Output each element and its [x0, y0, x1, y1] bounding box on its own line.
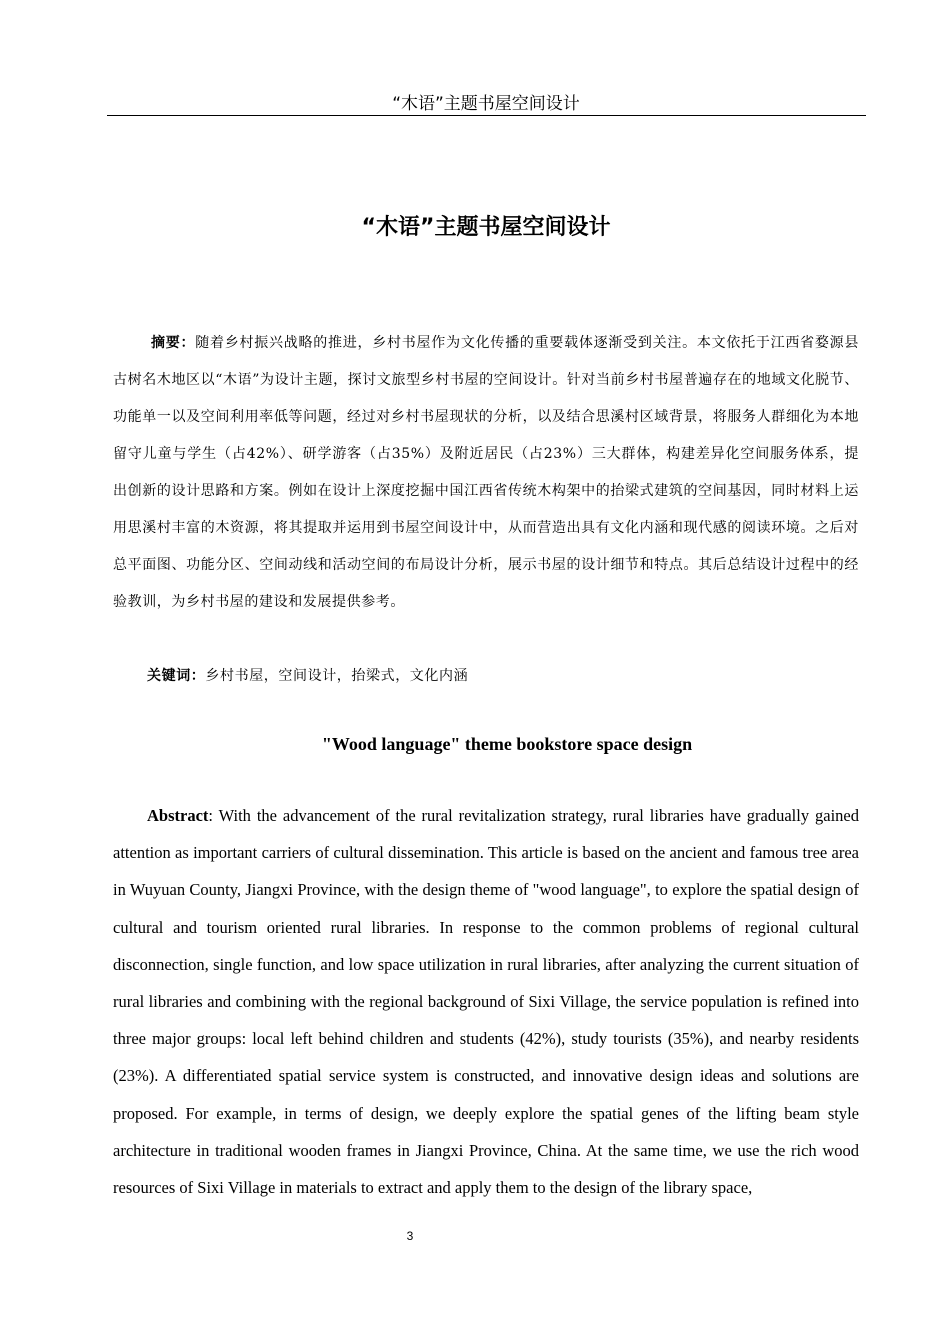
english-abstract-label: Abstract: [147, 806, 209, 825]
chinese-abstract: [113, 325, 859, 621]
chinese-keywords-text: 乡村书屋，空间设计，抬梁式，文化内涵: [205, 668, 469, 684]
english-abstract-text: : With the advancement of the rural revitalization strategy, rural libraries have gradually gained attention as important carriers of cultural dissemination. This article is based on the ancient and famous tree area in Wuyuan County, Jiangxi Province, with the design theme of "wood language", to explore the spatial design of cultural and tourism oriented rural libraries. In response to the common problems of regional cultural disconnection, single function, and low space utilization in rural libraries, after analyzing the current situation of rural libraries and combining with the regional background of Sixi Village, the service population is refined into three major groups: local left behind children and students (42%), study tourists (35%), and nearby residents (23%). A differentiated spatial service system is constructed, and innovative design ideas and solutions are proposed. For example, in terms of design, we deeply explore the spatial genes of the lifting beam style architecture in traditional wooden frames in Jiangxi Province, China. At the same time, we use the rich wood resources of Sixi Village in materials to extract and apply them to the design of the library space,: [113, 806, 859, 1198]
chinese-keywords: [147, 658, 847, 695]
english-abstract: [113, 797, 859, 1206]
english-title: "Wood language" theme bookstore space design: [321, 734, 693, 754]
header-rule: [107, 115, 866, 116]
page-number: 3: [406, 1229, 414, 1243]
chinese-title: “木语”主题书屋空间设计: [361, 215, 611, 240]
running-header: “木语”主题书屋空间设计: [392, 94, 580, 114]
chinese-keywords-label: 关键词：: [147, 668, 206, 684]
chinese-abstract-text: 随着乡村振兴战略的推进，乡村书屋作为文化传播的重要载体逐渐受到关注。本文依托于江西省婺源县古树名木地区以“木语”为设计主题，探讨文旅型乡村书屋的空间设计。针对当前乡村书屋普遍存在的地域文化脱节、功能单一以及空间利用率低等问题，经过对乡村书屋现状的分析，以及结合思溪村区域背景，将服务人群细化为本地留守儿童与学生（占42%）、研学游客（占35%）及附近居民（占23%）三大群体，构建差异化空间服务体系，提出创新的设计思路和方案。例如在设计上深度挖掘中国江西省传统木构架中的抬梁式建筑的空间基因，同时材料上运用思溪村丰富的木资源，将其提取并运用到书屋空间设计中，从而营造出具有文化内涵和现代感的阅读环境。之后对总平面图、功能分区、空间动线和活动空间的布局设计分析，展示书屋的设计细节和特点。其后总结设计过程中的经验教训，为乡村书屋的建设和发展提供参考。: [113, 335, 859, 610]
chinese-abstract-label: 摘要：: [151, 335, 196, 351]
